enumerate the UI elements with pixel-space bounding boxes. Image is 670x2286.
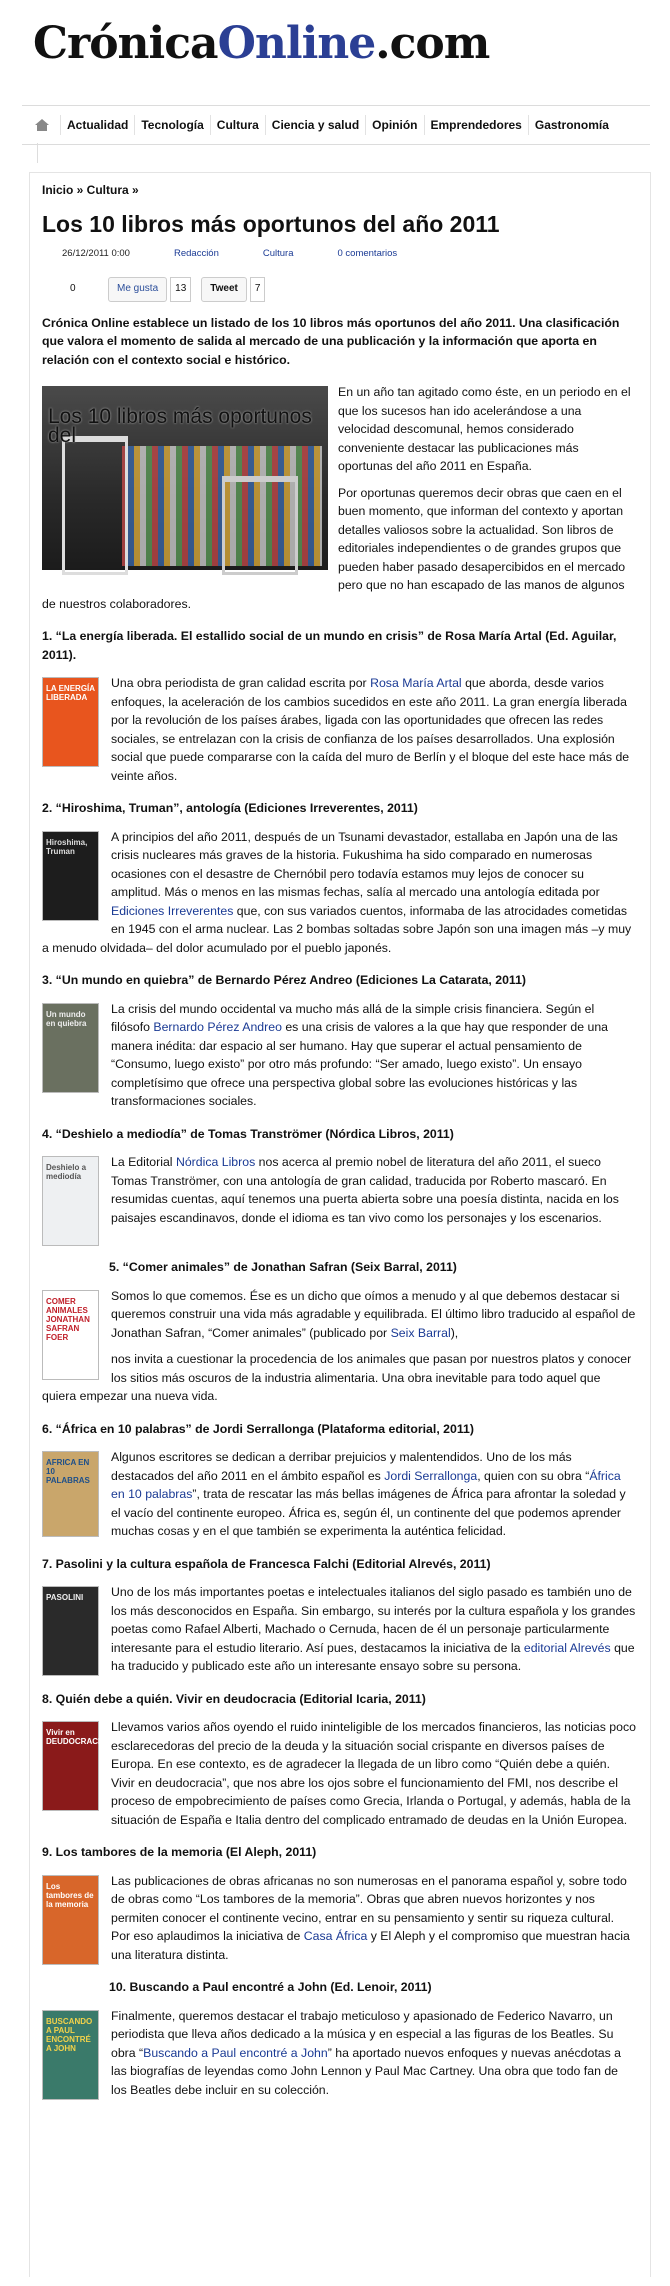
book-description-continued: nos invita a cuestionar la procedencia de los animales que pasan por nuestros platos y conocer los sitios más oscuros de la industria alimentaria. Una obra inevitable para todo aquel que quiera empezar una nueva vida.: [42, 1352, 632, 1403]
nav-item-gastronomia[interactable]: Gastronomía: [528, 115, 615, 135]
book-text: Finalmente, queremos destacar el trabajo meticuloso y apasionado de Federico Navarro, un periodista que lleva años dedicado a la música y en especial a las figuras de los Beatles. Su obra “: [111, 2008, 614, 2060]
home-icon[interactable]: [30, 113, 54, 137]
book-cover-text: AFRICA EN 10 PALABRAS: [46, 1458, 90, 1485]
book-link[interactable]: Seix Barral: [390, 1325, 451, 1340]
book-cover-text: Hiroshima, Truman: [46, 837, 88, 856]
article-title: Los 10 libros más oportunos del año 2011: [42, 210, 500, 237]
hero-image: [42, 386, 328, 570]
book-heading: 5. “Comer animales” de Jonathan Safran (Seix Barral, 2011): [109, 1260, 457, 1274]
intro-paragraph-1: En un año tan agitado como éste, en un periodo en el que los sucesos han ido acelerándose a una velocidad descomunal, hemos considerado conveniente destacar las publicaciones más oportunas del año 2011 en España.: [338, 385, 631, 473]
nav-item-opinion[interactable]: Opinión: [365, 115, 423, 135]
article-lead: Crónica Online establece un listado de los 10 libros más oportunos del año 2011. Una clasificación que valora el momento de salida al mercado de una publicación y la información que aporta en relación con el contexto social e histórico.: [42, 315, 620, 367]
book-link[interactable]: África en 10 palabras: [111, 1468, 621, 1501]
book-cover-text: LA ENERGÍA LIBERADA: [46, 684, 95, 702]
book-link[interactable]: Bernardo Pérez Andreo: [153, 1020, 282, 1034]
article-meta: [62, 245, 636, 264]
logo-part-com: .com: [375, 18, 490, 69]
nav-item-emprendedores[interactable]: Emprendedores: [424, 115, 528, 135]
nav-item-tecnologia[interactable]: Tecnología: [134, 115, 209, 135]
social-bar: [70, 277, 636, 302]
book-text: Somos lo que comemos. Ése es un dicho que oímos a menudo y al que debemos destacar si queremos construir una vida más agradable y equilibrada. El último libro traducido al español de Jonathan Safran, “Comer animales” (publicado por: [111, 1288, 636, 1340]
hero-chair-shape-2: [222, 476, 298, 575]
book-text: nos acerca al premio nobel de literatura del año 2011, el sueco Tomas Tranströmer, con una antología de gran calidad, traducida por Roberto mascaró. En resumidas cuentas, aquí tenemos una puerta abierta sobre una poesía distinta, nacida en los paisajes escandinavos, donde el idioma es tan vivo como los personajes y los escenarios.: [111, 1155, 619, 1225]
book-description: [42, 1448, 636, 1541]
book-description: [42, 1153, 636, 1227]
book-link[interactable]: editorial Alrevés: [523, 1640, 611, 1655]
book-text: Las publicaciones de obras africanas no son numerosas en el panorama español y, sobre todo de obras como “Los tambores de la memoria”. Obras que abren nuevos horizontes y nos permiten conocer el continente vecino, entrar en su pensamiento y sentir su riqueza cultural. Por eso aplaudimos la iniciativa de: [111, 1873, 627, 1943]
book-cover-text: Un mundo en quiebra: [46, 1009, 87, 1028]
breadcrumb[interactable]: Inicio » Cultura »: [42, 183, 139, 197]
book-heading: 4. “Deshielo a mediodía” de Tomas Tranströmer (Nórdica Libros, 2011): [42, 1126, 454, 1141]
book-cover-image: [42, 1451, 99, 1537]
book-text: La crisis del mundo occidental va mucho más allá de la simple crisis financiera. Según el filósofo: [111, 1001, 595, 1034]
logo-part-cronica: Crónica: [33, 18, 218, 69]
nav-divider: [37, 143, 38, 163]
like-button[interactable]: Me gusta: [108, 277, 167, 302]
book-description: [42, 828, 636, 958]
share-count: 0: [70, 283, 76, 294]
book-cover-image: [42, 1586, 99, 1676]
book-cover-image: [42, 1156, 99, 1246]
book-list: [42, 627, 636, 2107]
nav-item-ciencia-y-salud[interactable]: Ciencia y salud: [265, 115, 365, 135]
book-text: Uno de los más importantes poetas e intelectuales italianos del siglo pasado es también uno de los más desconocidos en España. Sin embargo, su interés por la cultura española y los grandes poetas como Rafael Alberti, Machado o Cernuda, hacen de él un personaje particularmente interesante para el estudio literario. Así pues, destacamos la iniciativa de la: [111, 1585, 636, 1655]
book-text: La Editorial: [111, 1155, 176, 1169]
book-link[interactable]: Nórdica Libros: [175, 1155, 256, 1169]
site-logo[interactable]: [33, 18, 490, 69]
book-cover-text: PASOLINI: [46, 1593, 84, 1602]
book-link[interactable]: Jordi Serrallonga: [384, 1468, 478, 1483]
book-cover-image: [42, 1875, 99, 1965]
nav-item-cultura[interactable]: Cultura: [210, 115, 265, 135]
main-nav: [22, 105, 650, 145]
book-text: ),: [450, 1325, 459, 1340]
nav-item-actualidad[interactable]: Actualidad: [60, 115, 134, 135]
book-text: que aborda, desde varios enfoques, la aceleración de los cambios sucedidos en este año 2011. La gran energía liberada por la revolución de los países árabes, ligada con las oportunidades que ofrecen las redes sociales, se entrelazan con la crisis de confianza de los países desarrollados. Una explosión social que puede compararse con la caída del muro de Berlín y el bloque del este hace más de veinte años.: [111, 676, 630, 783]
book-cover-image: [42, 1003, 99, 1093]
book-text: ”, trata de rescatar las más bellas imágenes de África para afrontar la soledad y el vacío del continente europeo. África es, según él, un continente del que podemos aprender muchas cosas y en el que también se experimenta la auténtica felicidad.: [111, 1487, 626, 1538]
book-text: Llevamos varios años oyendo el ruido ininteligible de los mercados financieros, las noticias poco esclarecedoras del precio de la deuda y la situación social crispante en diversos países de Europa. En ese contexto, es de agradecer la llegada de un libro como “Quién debe a quién. Vivir en deudocracia”, que nos abre los ojos sobre el funcionamiento del FMI, nos describe el proceso de empobrecimiento de países como Grecia, Irlanda o Portugal, y además, habla de la situación de España e Italia dentro del complicado entramado de deudas en la Unión Europea.: [111, 1720, 636, 1827]
intro-paragraph-2: Por oportunas queremos decir obras que caen en el buen momento, que informan del contexto y aportan detalles valiosos sobre la actualidad. Son libros de editoriales independientes o de grandes grupos que pueden haber pasado desapercibidos en el mercado pero que no han escapado de las manos de algunos de nuestros colaboradores.: [42, 485, 626, 611]
book-description: [42, 1583, 636, 1676]
book-heading: 9. Los tambores de la memoria (El Aleph, 2011): [42, 1845, 317, 1859]
book-text: A principios del año 2011, después de un Tsunami devastador, estallaba en Japón una de las crisis nucleares más graves de la historia. Fukushima ha sido comparado en numerosas ocasiones con el desastre de Chernóbil pero todavía estamos muy lejos de conocer su amplitud. Más o menos en las mismas fechas, salía al mercado una antología editada por: [111, 829, 618, 899]
tweet-count: 7: [250, 277, 266, 302]
book-text: que, con sus variados cuentos, informaba de las atrocidades cometidas en 1945 con el arma nuclear. Las 2 bombas soltadas sobre Japón son una imagen más –y muy a menudo olvidada– del dolor acumulado por el pueblo japonés.: [42, 903, 632, 955]
book-description: [42, 1718, 636, 1829]
book-text: ” ha aportado nuevos enfoques y nuevas anécdotas a las biografías de leyendas como John Lennon y Paul Mac Cartney. Una obra que todo fan de los Beatles debe incluir en su colección.: [111, 2045, 622, 2097]
book-cover-text: Deshielo a mediodía: [46, 1163, 87, 1181]
tweet-button[interactable]: Tweet: [201, 277, 247, 302]
article-container: [29, 172, 651, 2277]
book-link[interactable]: Casa África: [303, 1929, 368, 1943]
book-cover-text: Los tambores de la memoria: [46, 1881, 94, 1909]
book-description: [42, 1287, 636, 1343]
book-description: [42, 1872, 636, 1965]
hero-image-text: Los 10 libros más oportunos del: [48, 405, 312, 447]
book-heading: 1. “La energía liberada. El estallido social de un mundo en crisis” de Rosa María Artal (Ed. Aguilar, 2011).: [42, 629, 617, 662]
book-link[interactable]: Buscando a Paul encontré a John: [143, 2045, 328, 2060]
book-cover-image: [42, 677, 99, 767]
article-author-link[interactable]: Redacción: [173, 247, 219, 259]
article-category-link[interactable]: Cultura: [262, 247, 294, 259]
book-heading: 2. “Hiroshima, Truman”, antología (Ediciones Irreverentes, 2011): [42, 801, 418, 815]
book-heading: 10. Buscando a Paul encontré a John (Ed. Lenoir, 2011): [109, 1980, 432, 1994]
book-description: [42, 1000, 636, 1111]
book-link[interactable]: Rosa María Artal: [370, 676, 462, 690]
book-cover-image: [42, 831, 99, 921]
article-comments-link[interactable]: 0 comentarios: [337, 247, 398, 259]
book-heading: 8. Quién debe a quién. Vivir en deudocracia (Editorial Icaria, 2011): [42, 1691, 426, 1706]
book-heading: 6. “África en 10 palabras” de Jordi Serrallonga (Plataforma editorial, 2011): [42, 1421, 474, 1436]
book-text: , quien con su obra “: [477, 1468, 590, 1483]
book-cover-text: COMER ANIMALES JONATHAN SAFRAN FOER: [46, 1296, 90, 1342]
book-text: y El Aleph y el compromiso que muestran hacia una literatura distinta.: [111, 1929, 630, 1962]
book-cover-image: [42, 2010, 99, 2100]
book-text: Una obra periodista de gran calidad escrita por: [111, 676, 371, 690]
book-description: [42, 2007, 636, 2100]
book-heading: 3. “Un mundo en quiebra” de Bernardo Pérez Andreo (Ediciones La Catarata, 2011): [42, 973, 527, 987]
book-heading: 7. Pasolini y la cultura española de Francesca Falchi (Editorial Alrevés, 2011): [42, 1556, 491, 1571]
book-cover-image: [42, 1290, 99, 1380]
hero-chair-shape: [62, 436, 128, 575]
article-date: 26/12/2011 0:00: [62, 247, 130, 259]
book-cover-text: BUSCANDO A PAUL ENCONTRÉ A JOHN: [46, 2016, 93, 2053]
like-count: 13: [170, 277, 191, 302]
logo-part-online: Online: [217, 18, 376, 69]
book-cover-image: [42, 1721, 106, 1811]
book-description: [42, 674, 636, 785]
book-text: Algunos escritores se dedican a derribar prejuicios y malentendidos. Uno de los más destacados del año 2011 en el ámbito español es: [111, 1450, 572, 1483]
book-link[interactable]: Ediciones Irreverentes: [111, 903, 234, 918]
book-cover-text: Vivir en DEUDOCRACIA: [46, 1728, 106, 1746]
book-text: que ha traducido y publicado este año un interesante ensayo sobre su persona.: [111, 1640, 635, 1673]
book-text: es una crisis de valores a la que hay que responder de una manera inédita: dar espacio al ser humano. Hay que superar el actual pensamiento de “Consumo, luego existo” por otro más profundo: “Ser amado, luego existo”. Un ensayo completísimo que ofrece una perspectiva global sobre las evoluciones históricas y las transformaciones sociales.: [111, 1020, 608, 1108]
